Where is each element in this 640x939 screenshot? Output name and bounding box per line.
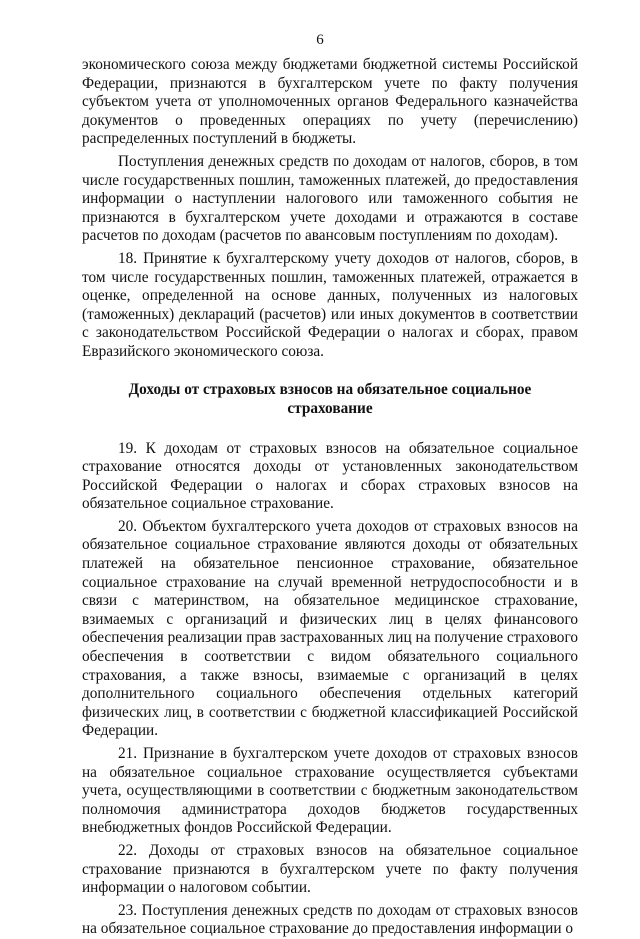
paragraph-item-19: 19. К доходам от страховых взносов на обязательное социальное страхование относятся доходы от установленных законодательством Российской Федерации о налогах и сборах страховых взносов на обязательное социальное страхование.: [82, 439, 578, 513]
paragraph-item-20: 20. Объектом бухгалтерского учета доходов от страховых взносов на обязательное социальное страхование являются доходы от обязательных платежей на обязательное пенсионное страхование, обязательное социальное страхование на случай временной нетрудоспособности и в связи с материнством, на обязательное медицинское страхование, взимаемых с организаций и физических лиц в целях финансового обеспечения реализации прав застрахованных лиц на получение страхового обеспечения в соответствии с видом обязательного социального страхования, а также взносы, взимаемые с организаций в целях дополнительного социального обеспечения отдельных категорий физических лиц, в соответствии с бюджетной классификацией Российской Федерации.: [82, 517, 578, 740]
paragraph-item-21: 21. Признание в бухгалтерском учете доходов от страховых взносов на обязательное социальное страхование осуществляется субъектами учета, осуществляющими в соответствии с бюджетным законодательством полномочия администратора доходов бюджетов государственных внебюджетных фондов Российской Федерации.: [82, 745, 578, 837]
paragraph: Поступления денежных средств по доходам от налогов, сборов, в том числе государственных пошлин, таможенных платежей, до предоставления информации о наступлении налогового или таможенного события не признаются в бухгалтерском учете доходами и отражаются в составе расчетов по доходам (расчетов по авансовым поступлениям по доходам).: [82, 152, 578, 245]
section-heading: Доходы от страховых взносов на обязательное социальное страхование: [128, 380, 532, 417]
paragraph-item-23: 23. Поступления денежных средств по доходам от страховых взносов на обязательное социальное страхование до предоставления информации о: [82, 901, 578, 938]
page-number: 6: [316, 32, 324, 48]
document-body: [82, 56, 578, 939]
paragraph-item-22: 22. Доходы от страховых взносов на обязательное социальное страхование признаются в бухгалтерском учете по факту получения информации о налоговом событии.: [82, 841, 578, 897]
paragraph-item-18: 18. Принятие к бухгалтерскому учету доходов от налогов, сборов, в том числе государственных пошлин, таможенных платежей, отражается в оценке, определенной на основе данных, полученных из налоговых (таможенных) деклараций (расчетов) или иных документов в соответствии с законодательством Российской Федерации о налогах и сборах, правом Евразийского экономического союза.: [82, 249, 578, 360]
paragraph-continuation: экономического союза между бюджетами бюджетной системы Российской Федерации, признаются в бухгалтерском учете по факту получения субъектом учета от уполномоченных органов Федерального казначейства документов о проведенных операциях по учету (перечислению) распределенных поступлений в бюджеты.: [82, 56, 578, 148]
